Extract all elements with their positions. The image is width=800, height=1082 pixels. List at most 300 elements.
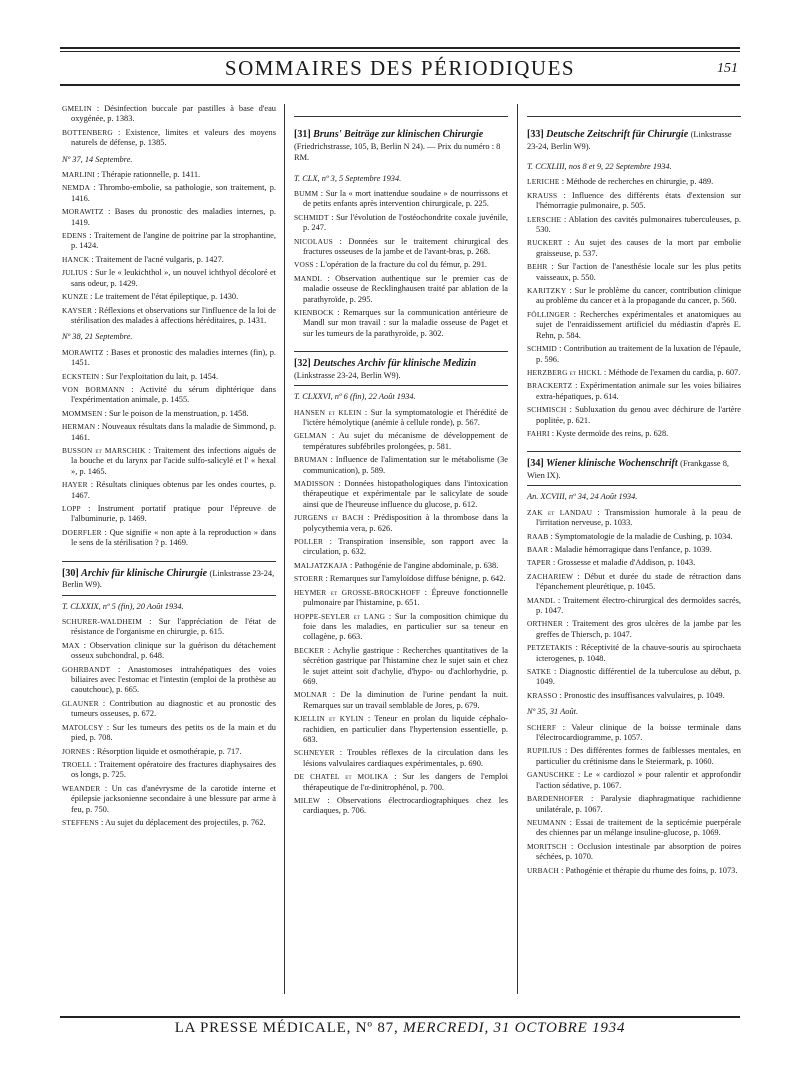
author-separator: :: [100, 783, 112, 793]
author-separator: :: [91, 104, 105, 113]
article-author: LOPP: [62, 504, 81, 513]
article-entry: [62, 292, 276, 302]
author-separator: :: [557, 190, 573, 200]
article-title: Teneur en prolan du liquide céphalo-rachidien, en particulier dans l'hypertension essentielle, p. 683.: [303, 714, 508, 744]
article-author: MILEW: [294, 796, 321, 805]
article-author: KARITZKY: [527, 286, 567, 296]
article-author: MALJATZKAJA: [294, 560, 348, 570]
author-separator: :: [333, 307, 344, 317]
article-entry: [62, 723, 276, 744]
author-separator: :: [556, 722, 572, 732]
article-author: RUCKERT: [527, 238, 563, 248]
journal-address: (Linkstrasse 23-24, Berlin W9).: [527, 130, 732, 151]
journal-heading: [62, 562, 276, 595]
article-entry: [294, 748, 508, 769]
author-separator: :: [572, 643, 581, 653]
journal-address: (Linkstrasse 23-24, Berlin W9).: [62, 568, 275, 590]
article-title: Achylie gastrique : Recherches quantitatives de la sécrétion gastrique par l'histamine chez le sujet sain et chez le sujet atteint soit d'achylie, d'hypo- ou d'achlorhydrie, p. 669.: [303, 645, 508, 686]
article-author: VON BORMANN: [62, 384, 125, 394]
article-author: URBACH: [527, 865, 560, 875]
article-author: GOHRBANDT: [62, 664, 111, 674]
article-title: Thérapie rationnelle, p. 1411.: [101, 170, 201, 180]
article-entry: [62, 268, 276, 289]
journal-title: Bruns' Beiträge zur klinischen Chirurgie: [313, 129, 484, 140]
author-separator: :: [548, 531, 555, 541]
article-author: GANUSCHKE: [527, 770, 575, 780]
issue-heading: An. XCVIII, nº 34, 24 Août 1934.: [527, 492, 638, 502]
author-separator: :: [103, 207, 115, 217]
article-title: Pronostic des insuffisances valvulaires, p. 1049.: [563, 690, 725, 700]
article-entry: [62, 231, 276, 252]
article-author: SCHNEYER: [294, 748, 335, 758]
article-title: Au sujet des causes de la mort par embolie graisseuse, p. 537.: [536, 238, 741, 258]
article-author: MANDL: [527, 595, 556, 605]
article-title: Le « cardiozol » pour ralentir et approfondir l'action sédative, p. 1067.: [536, 770, 741, 790]
article-title: Subluxation du genou avec déchirure de l'artère poplitée, p. 621.: [536, 405, 741, 425]
article-entry: [294, 260, 508, 270]
article-author: BARDENHOFER: [527, 794, 584, 804]
article-entry: [527, 691, 741, 701]
article-author: VOSS: [294, 260, 314, 270]
article-entry: [294, 513, 508, 534]
author-separator: :: [549, 428, 557, 438]
article-title: Réceptivité de la chauve-souris au spirochaeta icterogenes, p. 1048.: [536, 643, 741, 663]
article-author: HERZBERG et HICKL: [527, 367, 602, 377]
author-separator: :: [548, 544, 555, 554]
article-author: SCHMID: [527, 344, 557, 354]
author-separator: :: [557, 690, 564, 700]
column-1: [62, 104, 276, 1009]
article-title: Sur les tumeurs des petits os de la main et du pied, p. 708.: [71, 722, 276, 743]
article-entry: [62, 255, 276, 265]
article-title: Troubles réflexes de la circulation dans les lésions valvulaires cardiaques expérimentales, p. 690.: [303, 748, 508, 768]
journal-title: Wiener klinische Wochenschrift: [546, 458, 678, 470]
journal-heading: [527, 123, 741, 156]
article-entry: [294, 537, 508, 558]
author-separator: :: [88, 292, 95, 302]
article-author: POLLER: [294, 537, 324, 547]
article-title: Traitement de l'acné vulgaris, p. 1427.: [95, 254, 224, 264]
journal-number: [33]: [527, 129, 544, 140]
article-title: Activité du sérum diphtérique dans l'expérimentation animale, p. 1455.: [71, 384, 276, 405]
article-entry: [527, 381, 741, 402]
article-entry: [62, 528, 276, 549]
author-separator: :: [385, 611, 395, 621]
article-entry: [62, 699, 276, 720]
article-title: Méthode de l'examen du cardia, p. 607.: [608, 367, 741, 377]
article-entry: [294, 612, 508, 643]
article-entry: [62, 665, 276, 696]
article-title: Sur le « leukichthol », un nouvel ichthyol décoloré et sans odeur, p. 1429.: [71, 268, 276, 288]
author-separator: :: [562, 619, 573, 629]
article-entry: [62, 480, 276, 501]
article-title: Paralysie diaphragmatique rachidienne unilatérale, p. 1067.: [536, 794, 741, 814]
author-separator: :: [103, 347, 111, 357]
article-entry: [527, 746, 741, 767]
article-author: MOMMSEN: [62, 408, 103, 418]
article-title: Données sur le traitement chirurgical des fractures osseuses de la jambe et de l'avant-bras, p. 268.: [303, 236, 508, 256]
article-author: DE CHATEL et MOLIKA: [294, 772, 389, 782]
article-author: NEMDA: [62, 183, 91, 193]
footer-rule: [60, 1016, 740, 1018]
article-title: Traitement des gros ulcères de la jambe par les greffes de Thiersch, p. 1047.: [536, 619, 741, 639]
journal-number: [31]: [294, 129, 311, 140]
article-title: Influence des différents états d'extension sur l'hémorragie pulmonaire, p. 505.: [536, 190, 741, 211]
article-title: Que signifie « non apte à la reproduction » dans le sens de la stérilisation ? p. 1469.: [71, 527, 276, 548]
article-title: Symptomatologie de la maladie de Cushing, p. 1034.: [554, 531, 733, 541]
article-title: Transmission humorale à la peau de l'irritation nerveuse, p. 1033.: [536, 507, 741, 528]
article-entry: [62, 348, 276, 369]
article-author: LERICHE: [527, 177, 560, 187]
article-title: Recherches expérimentales et anatomiques au sujet de l'enraidissement artificiel du médiastin d'après E. Rehn, p. 584.: [536, 309, 741, 340]
article-entry: [294, 455, 508, 476]
author-separator: :: [420, 587, 432, 597]
author-separator: :: [583, 794, 601, 804]
journal-heading: [294, 123, 508, 168]
author-separator: :: [320, 796, 337, 805]
article-author: MORAWITZ: [62, 347, 104, 357]
article-title: Grossesse et maladie d'Addison, p. 1043.: [557, 558, 696, 568]
top-rule-thin: [60, 51, 740, 52]
journal-header: [294, 351, 508, 386]
article-title: Au sujet du mécanisme de développement de températures subfébriles prolongées, p. 581.: [303, 431, 508, 451]
author-separator: :: [324, 645, 333, 655]
article-entry: [527, 310, 741, 341]
article-author: ORTHNER: [527, 619, 563, 629]
article-author: BEHR: [527, 262, 548, 272]
article-entry: [62, 128, 276, 149]
journal-title: Deutsches Archiv für klinische Medizin: [313, 358, 477, 370]
article-entry: [527, 596, 741, 617]
article-author: SCHURER-WALDHEIM: [62, 617, 142, 627]
article-entry: [62, 641, 276, 662]
article-author: KRASSO: [527, 690, 558, 700]
article-entry: [62, 104, 276, 125]
article-author: GLAUNER: [62, 698, 99, 708]
author-separator: :: [87, 480, 97, 490]
article-title: Diagnostic différentiel de la tuberculose au début, p. 1049.: [536, 667, 741, 687]
article-entry: [527, 191, 741, 212]
author-separator: :: [87, 268, 95, 278]
author-separator: :: [573, 571, 585, 581]
author-separator: :: [332, 236, 349, 246]
article-author: MORAWITZ: [62, 207, 104, 217]
article-entry: [527, 177, 741, 187]
issue-heading: Nº 37, 14 Septembre.: [62, 154, 133, 164]
article-title: Pathogénie et thérapie du rhume des foins, p. 1073.: [565, 865, 738, 875]
article-entry: [294, 646, 508, 688]
author-separator: :: [559, 865, 566, 875]
article-entry: [294, 561, 508, 571]
author-separator: :: [89, 254, 96, 264]
article-author: NICOLAUS: [294, 236, 333, 246]
article-title: Sur la « mort inattendue soudaine » de nourrissons et de petits enfants après intervention chirurgicale, p. 225.: [303, 188, 508, 209]
article-entry: [527, 572, 741, 593]
author-separator: :: [555, 595, 563, 605]
author-separator: :: [566, 817, 576, 827]
article-title: Sur la symptomatologie et l'hérédité de l'ictère hémolytique (anémie à cellule ronde), p. 567.: [303, 407, 508, 427]
article-author: PETZETAKIS: [527, 643, 573, 653]
article-author: ZAK et LANDAU: [527, 507, 593, 517]
author-separator: :: [592, 507, 605, 517]
author-separator: :: [574, 770, 584, 780]
article-entry: [527, 545, 741, 555]
article-entry: [62, 183, 276, 204]
article-entry: [527, 286, 741, 307]
article-entry: [294, 431, 508, 452]
author-separator: :: [124, 384, 140, 394]
author-separator: :: [566, 405, 576, 415]
author-separator: :: [363, 714, 375, 724]
article-entry: [62, 372, 276, 382]
article-author: MAX: [62, 640, 80, 650]
article-author: KJELLIN et KYLIN: [294, 714, 364, 724]
journal-address: (Linkstrasse 23-24, Berlin W9).: [294, 370, 401, 380]
article-author: SCHMISCH: [527, 405, 567, 415]
article-entry: [294, 714, 508, 745]
article-entry: [294, 479, 508, 510]
article-entry: [294, 574, 508, 584]
article-author: BOTTENBERG: [62, 127, 113, 137]
article-title: Thrombo-embolie, sa pathologie, son traitement, p. 1416.: [71, 183, 276, 203]
article-author: KRAUSS: [527, 190, 558, 200]
author-separator: :: [145, 445, 154, 455]
article-title: Anastomoses intrahépatiques des voies biliaires avec l'estomac et l'intestin (emploi de la prothèse au caoutchouc), p. 665.: [71, 664, 276, 695]
author-separator: :: [388, 772, 403, 782]
article-author: SCHERF: [527, 722, 557, 732]
article-title: Sur le problème du cancer, contribution clinique au problème du cancer et à la propagande du cancer, p. 560.: [536, 286, 741, 306]
article-entry: [527, 508, 741, 529]
article-entry: [527, 770, 741, 791]
article-title: L'opération de la fracture du col du fémur, p. 291.: [320, 260, 487, 270]
article-entry: [527, 262, 741, 283]
article-author: JORNES: [62, 746, 91, 756]
article-author: NEUMANN: [527, 817, 567, 827]
article-title: Remarques sur l'amyloïdose diffuse bénigne, p. 642.: [329, 574, 506, 584]
article-title: Transpiration insensible, son rapport avec la circulation, p. 632.: [303, 537, 508, 557]
article-entry: [294, 308, 508, 339]
article-entry: [62, 409, 276, 419]
article-entry: [527, 429, 741, 439]
author-separator: :: [103, 722, 113, 732]
author-separator: :: [550, 558, 558, 568]
footer-date: MERCREDI, 31 OCTOBRE 1934: [403, 1020, 626, 1036]
article-author: MOLNAR: [294, 690, 328, 700]
article-title: Nouveaux résultats dans la maladie de Simmond, p. 1461.: [71, 422, 276, 442]
author-separator: :: [551, 667, 560, 677]
author-separator: :: [561, 214, 569, 224]
article-title: Essai de traitement de la septicémie puerpérale des chiennes par un mélange insuline-glucose, p. 1069.: [536, 817, 741, 838]
author-separator: :: [562, 238, 575, 248]
article-entry: [527, 619, 741, 640]
article-entry: [527, 558, 741, 568]
article-title: Observations électrocardiographiques chez les cardiaques, p. 706.: [303, 796, 508, 816]
article-entry: [527, 238, 741, 259]
article-entry: [294, 772, 508, 793]
journal-number: [32]: [294, 358, 311, 370]
author-separator: :: [102, 408, 109, 418]
article-title: Au sujet du déplacement des projectiles, p. 762.: [105, 817, 266, 827]
article-author: GELMAN: [294, 431, 327, 441]
article-author: STOERR: [294, 574, 324, 584]
article-author: GMELIN: [62, 104, 92, 113]
journal-heading: [527, 452, 741, 485]
article-title: Contribution au diagnostic et au pronostic des tumeurs osseuses, p. 672.: [71, 698, 276, 719]
article-title: Prédisposition à la thrombose dans la polycythemia vera, p. 626.: [303, 513, 508, 533]
article-author: MORITSCH: [527, 841, 567, 851]
article-entry: [527, 643, 741, 664]
issue-heading: T. CLX, nº 3, 5 Septembre 1934.: [294, 173, 402, 183]
author-separator: :: [322, 273, 336, 283]
article-title: Début et durée du stade de rétraction dans l'épanchement pleurétique, p. 1045.: [536, 571, 741, 592]
column-separator: [517, 104, 518, 994]
article-author: TROELL: [62, 759, 92, 769]
issue-heading: T. CLXXVI, nº 6 (fin), 22 Août 1934.: [294, 392, 416, 402]
article-author: RAAB: [527, 531, 549, 541]
author-separator: :: [98, 698, 110, 708]
article-author: MATOLCSY: [62, 722, 104, 732]
article-entry: [527, 794, 741, 815]
journal-heading: [294, 352, 508, 385]
author-separator: :: [566, 286, 575, 296]
article-title: Bases du pronostic des maladies internes, p. 1419.: [71, 207, 276, 227]
article-title: Sur l'action de l'anesthésie locale sur les plus petits vaisseaux, p. 550.: [536, 262, 741, 282]
journal-header: [527, 116, 741, 156]
author-separator: :: [99, 371, 106, 381]
article-title: Traitement opératoire des fractures diaphysaires des os longs, p. 725.: [71, 759, 276, 780]
author-separator: :: [559, 177, 567, 187]
article-entry: [62, 446, 276, 477]
article-author: KAYSER: [62, 305, 93, 315]
article-author: BRUMAN: [294, 455, 328, 465]
article-title: Kyste dermoïde des reins, p. 628.: [556, 428, 669, 438]
journal-number: [34]: [527, 458, 544, 470]
article-author: HANCK: [62, 254, 90, 264]
page-title: SOMMAIRES DES PÉRIODIQUES: [224, 56, 576, 80]
article-title: Expérimentation animale sur les voies biliaires extra-hépatiques, p. 614.: [536, 381, 741, 401]
article-title: Traitement électro-chirurgical des dermoïdes sacrés, p. 1047.: [536, 595, 741, 615]
article-author: STEFFENS: [62, 817, 99, 827]
author-separator: :: [313, 260, 321, 270]
article-title: Pathogénie de l'angine abdominale, p. 638.: [354, 560, 499, 570]
author-separator: :: [556, 344, 564, 354]
article-title: Méthode de recherches en chirurgie, p. 489.: [566, 177, 714, 187]
article-author: SATKE: [527, 667, 551, 677]
article-title: Un cas d'anévrysme de la carotide interne et épilepsie jacksonienne secondaire à une blessure par arme à feu, p. 750.: [71, 783, 276, 814]
article-entry: [294, 274, 508, 305]
article-author: HOPPE-SEYLER et LANG: [294, 611, 386, 621]
author-separator: :: [347, 560, 355, 570]
journal-header: [527, 451, 741, 486]
article-entry: [62, 617, 276, 638]
article-author: BUMM: [294, 188, 319, 198]
author-separator: :: [323, 537, 339, 547]
author-separator: :: [101, 527, 110, 537]
author-separator: :: [601, 367, 609, 377]
article-author: FAHRI: [527, 428, 550, 438]
article-title: Sur l'appréciation de l'état de résistance de l'organisme en chirurgie, p. 615.: [71, 617, 276, 637]
article-title: De la diminution de l'urine pendant la nuit. Remarques sur un travail semblable de Jores, p. 679.: [303, 690, 508, 710]
article-entry: [527, 667, 741, 688]
article-title: Sur l'évolution de l'ostéochondrite coxale juvénile, p. 247.: [303, 212, 508, 233]
article-author: BRACKERTZ: [527, 381, 573, 391]
article-author: KUNZE: [62, 292, 89, 302]
article-author: HEYMER et GROSSE-BROCKHOFF: [294, 587, 421, 597]
article-title: Sur la composition chimique du foie dans les maladies, en particulier sur sa teneur en collagène, p. 663.: [303, 611, 508, 642]
header-rule: [60, 84, 740, 86]
issue-heading: Nº 35, 31 Août.: [527, 707, 579, 717]
article-author: EDENS: [62, 231, 87, 241]
article-title: Sur les dangers de l'emploi thérapeutique de l'α-dinitrophénol, p. 700.: [303, 772, 508, 792]
article-title: Sur l'exploitation du lait, p. 1454.: [105, 371, 219, 381]
author-separator: :: [92, 305, 99, 315]
article-author: RUPILIUS: [527, 746, 562, 756]
article-title: Traitement des infections aiguës de la bouche et du larynx par l'acide sulfo-salicylé et l' « hexal », p. 1465.: [71, 445, 276, 476]
article-author: BECKER: [294, 645, 325, 655]
article-author: DOERFLER: [62, 527, 102, 537]
article-entry: [294, 237, 508, 258]
article-entry: [527, 215, 741, 236]
article-title: Résorption liquide et osmothérapie, p. 717.: [96, 746, 242, 756]
author-separator: :: [80, 504, 98, 513]
article-author: BAAR: [527, 544, 549, 554]
article-title: Sur le poison de la menstruation, p. 1458.: [108, 408, 249, 418]
article-entry: [294, 189, 508, 210]
article-entry: [294, 588, 508, 609]
article-title: Remarques sur la communication antérieure de Mandl sur mon travail : sur la maladie osseuse de Paget et sur les tumeurs de la parathyroïde, p. 302.: [303, 307, 508, 338]
article-title: Influence de l'alimentation sur le métabolisme (3e communication), p. 589.: [303, 455, 508, 475]
article-title: Traitement de l'angine de poitrine par la strophantine, p. 1424.: [71, 231, 276, 251]
article-title: Occlusion intestinale par absorption de poires séchées, p. 1070.: [536, 841, 741, 862]
article-entry: [62, 784, 276, 815]
article-title: Épreuve fonctionnelle pulmonaire par l'histamine, p. 651.: [303, 587, 508, 608]
author-separator: :: [569, 309, 580, 319]
author-separator: :: [95, 170, 102, 180]
article-author: TAPER: [527, 558, 551, 568]
article-author: FÖLLINGER: [527, 309, 570, 319]
author-separator: :: [566, 841, 578, 851]
article-author: WEANDER: [62, 783, 101, 793]
author-separator: :: [318, 188, 326, 198]
column-separator: [284, 104, 285, 994]
author-separator: :: [328, 212, 337, 222]
article-title: Observation clinique sur la guérison du détachement osseux subchondral, p. 648.: [71, 640, 276, 661]
article-entry: [62, 504, 276, 525]
article-title: Existence, limites et valeurs des moyens naturels de défense, p. 1385.: [71, 127, 276, 148]
article-entry: [62, 385, 276, 406]
article-entry: [294, 796, 508, 817]
column-2: [294, 104, 508, 1009]
author-separator: :: [98, 817, 105, 827]
article-title: Le traitement de l'état épileptique, p. 1430.: [94, 292, 239, 302]
author-separator: :: [547, 262, 558, 272]
article-author: MANDL: [294, 273, 323, 283]
article-title: Bases et pronostic des maladies internes (fin), p. 1451.: [71, 347, 276, 368]
top-rule: [60, 47, 740, 49]
article-entry: [62, 760, 276, 781]
article-entry: [527, 532, 741, 542]
journal-address: (Friedrichstrasse, 105, B, Berlin N 24). — Prix du numéro : 8 RM.: [294, 141, 501, 162]
article-title: Valeur clinique de la boisse terminale dans l'électrocardiogramme, p. 1057.: [536, 722, 741, 743]
article-title: Ablation des cavités pulmonaires tuberculeuses, p. 530.: [536, 214, 741, 235]
author-separator: :: [363, 513, 374, 523]
article-author: BUSSON et MARSCHIK: [62, 445, 146, 455]
article-title: Des différentes formes de faiblesses mentales, en particulier du crétinisme dans le Steiermark, p. 1060.: [536, 746, 741, 766]
author-separator: :: [327, 455, 336, 465]
author-separator: :: [334, 479, 345, 489]
author-separator: :: [323, 574, 330, 584]
article-entry: [527, 818, 741, 839]
